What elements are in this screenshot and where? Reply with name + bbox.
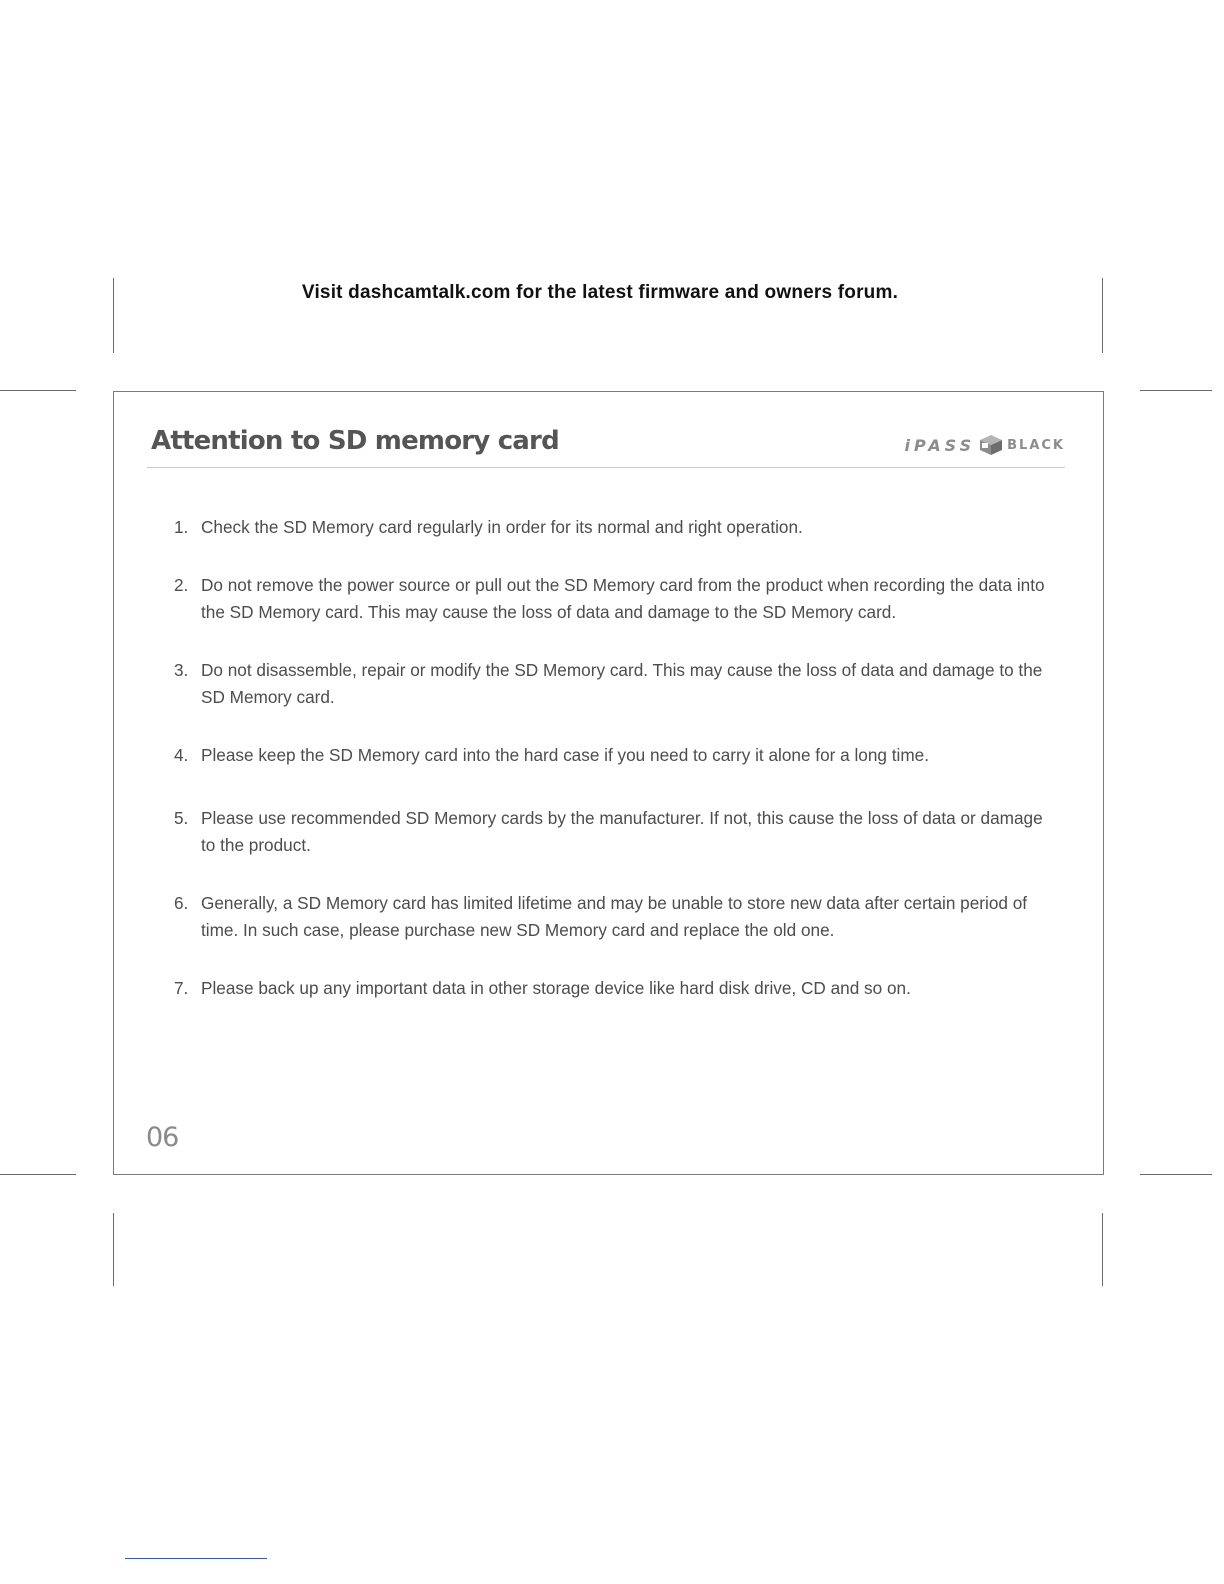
page-number: 06 [146, 1122, 179, 1153]
list-item-text: Do not disassemble, repair or modify the SD Memory card. This may cause the loss of data and damage to the SD Memory card. [201, 660, 1043, 707]
attention-list [174, 514, 1054, 1002]
brand-logo [905, 434, 1065, 456]
list-item-number: 4. [174, 745, 189, 765]
list-item [174, 514, 1054, 541]
list-item-text: Please use recommended SD Memory cards by the manufacturer. If not, this cause the loss of data or damage to the product. [201, 808, 1043, 855]
list-item-text: Please keep the SD Memory card into the hard case if you need to carry it alone for a long time. [201, 745, 929, 765]
crop-mark-bottom-right [1102, 1213, 1103, 1286]
crop-mark-bottom-left [113, 1213, 114, 1286]
crop-mark-left-top [0, 390, 76, 391]
list-item-number: 5. [174, 808, 189, 828]
cube-logo-icon [979, 434, 1003, 456]
list-item-text: Check the SD Memory card regularly in order for its normal and right operation. [201, 517, 803, 537]
title-divider [147, 467, 1065, 468]
list-item-number: 1. [174, 517, 189, 537]
crop-mark-left-bottom [0, 1174, 76, 1175]
list-item-text: Please back up any important data in other storage device like hard disk drive, CD and so on. [201, 978, 911, 998]
brand-black-text: BLACK [1007, 437, 1065, 453]
crop-mark-right-bottom [1140, 1174, 1212, 1175]
list-item [174, 742, 1054, 769]
page-title: Attention to SD memory card [151, 426, 559, 456]
list-item [174, 805, 1054, 859]
firmware-banner: Visit dashcamtalk.com for the latest firmware and owners forum. [301, 282, 899, 303]
footer-link-underline [125, 1558, 267, 1559]
list-item-number: 7. [174, 978, 189, 998]
crop-mark-right-top [1140, 390, 1212, 391]
brand-ipass-text: iPASS [904, 435, 976, 455]
list-item-number: 2. [174, 575, 189, 595]
list-item-text: Generally, a SD Memory card has limited lifetime and may be unable to store new data after certain period of time. In such case, please purchase new SD Memory card and replace the old one. [201, 893, 1028, 940]
list-item [174, 572, 1054, 626]
manual-page [113, 391, 1104, 1175]
list-item-text: Do not remove the power source or pull out the SD Memory card from the product when recording the data into the SD Memory card. This may cause the loss of data and damage to the SD Memory card. [201, 575, 1045, 622]
list-item-number: 6. [174, 893, 189, 913]
list-item [174, 890, 1054, 944]
list-item [174, 975, 1054, 1002]
list-item [174, 657, 1054, 711]
list-item-number: 3. [174, 660, 189, 680]
